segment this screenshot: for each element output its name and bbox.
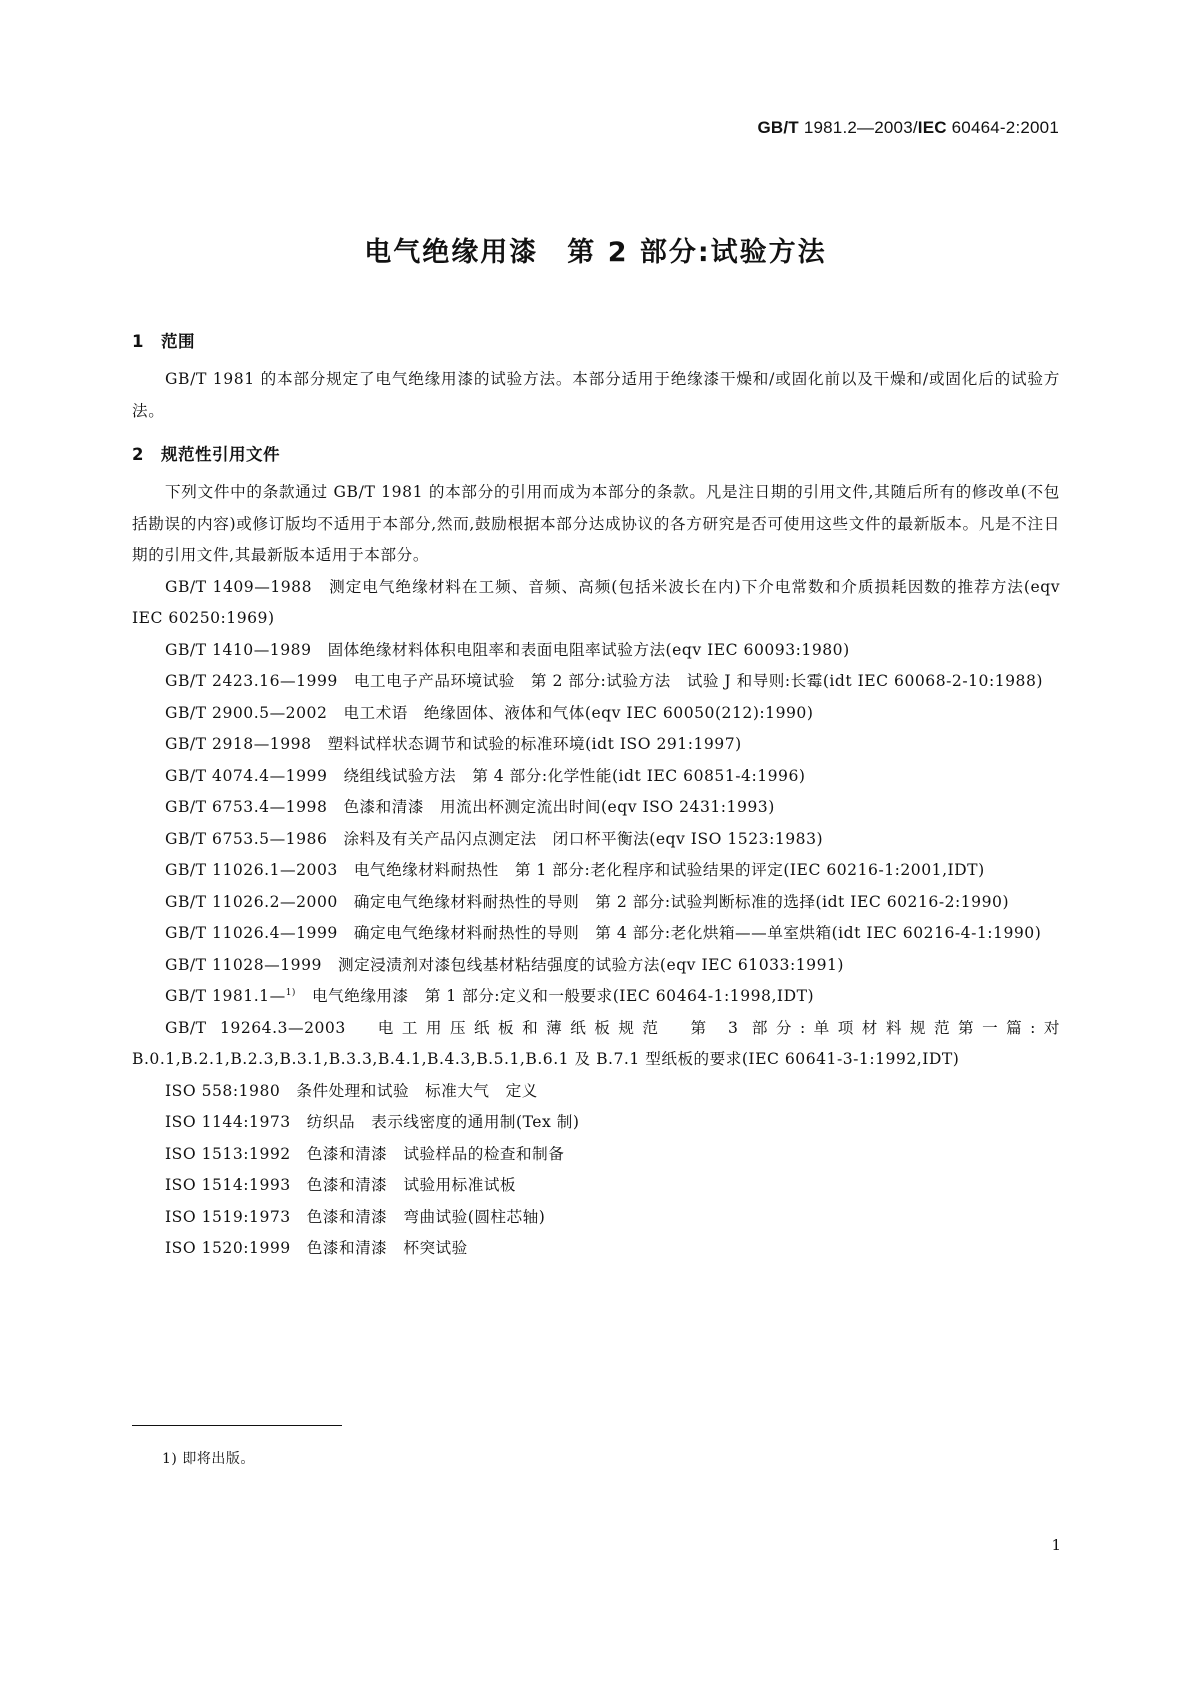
iec-number: 60464-2:2001 xyxy=(946,118,1059,137)
reference-item: GB/T 11026.4—1999 确定电气绝缘材料耐热性的导则 第 4 部分:老化烘箱——单室烘箱(idt IEC 60216-4-1:1990) xyxy=(165,924,1042,942)
footnote-marker: 1) xyxy=(285,988,296,998)
section-2-heading: 2 规范性引用文件 xyxy=(132,445,280,464)
reference-item: GB/T 2918—1998 塑料试样状态调节和试验的标准环境(idt ISO 291:1997) xyxy=(165,735,742,753)
section-2-paragraph: 下列文件中的条款通过 GB/T 1981 的本部分的引用而成为本部分的条款。凡是注日期的引用文件,其随后所有的修改单(不包括勘误的内容)或修订版均不适用于本部分,然而,鼓励根据本部分达成协议的各方研究是否可使用这些文件的最新版本。凡是不注日期的引用文件,其最新版本适用于本部分。 xyxy=(132,483,1060,564)
reference-item: GB/T 11026.2—2000 确定电气绝缘材料耐热性的导则 第 2 部分:试验判断标准的选择(idt IEC 60216-2:1990) xyxy=(165,892,1010,911)
iec-prefix: IEC xyxy=(917,118,947,137)
reference-item: ISO 1514:1993 色漆和清漆 试验用标准试板 xyxy=(165,1176,517,1194)
reference-item: ISO 1144:1973 纺织品 表示线密度的通用制(Tex 制) xyxy=(165,1113,580,1131)
reference-item: GB/T 4074.4—1999 绕组线试验方法 第 4 部分:化学性能(idt IEC 60851-4:1996) xyxy=(165,766,806,785)
reference-item: GB/T 1410—1989 固体绝缘材料体积电阻率和表面电阻率试验方法(eqv IEC 60093:1980) xyxy=(165,640,850,659)
reference-text: 电气绝缘用漆 第 1 部分:定义和一般要求(IEC 60464-1:1998,IDT) xyxy=(295,987,815,1005)
reference-item: ISO 558:1980 条件处理和试验 标准大气 定义 xyxy=(165,1081,538,1100)
reference-item: ISO 1520:1999 色漆和清漆 杯突试验 xyxy=(165,1239,468,1257)
page-number: 1 xyxy=(1051,1536,1061,1554)
standard-number: 1981.2—2003/ xyxy=(798,118,918,137)
reference-list xyxy=(132,572,1066,1265)
reference-item: GB/T 2900.5—2002 电工术语 绝缘固体、液体和气体(eqv IEC 60050(212):1990) xyxy=(165,703,814,722)
reference-item: GB/T 19264.3—2003 电工用压纸板和薄纸板规范 第 3 部分:单项材料规范第一篇:对 B.0.1,B.2.1,B.2.3,B.3.1,B.3.3,B.4.1,B.4.3,B.5.1,B.6.1 及 B.7.1 型纸板的要求(IEC 60641-3-1:1992,IDT) xyxy=(132,1018,1066,1068)
reference-item: ISO 1519:1973 色漆和清漆 弯曲试验(圆柱芯轴) xyxy=(165,1207,546,1226)
section-1-heading: 1 范围 xyxy=(132,332,195,351)
reference-item: GB/T 1409—1988 测定电气绝缘材料在工频、音频、高频(包括米波长在内)下介电常数和介质损耗因数的推荐方法(eqv IEC 60250:1969) xyxy=(132,577,1066,627)
standard-code xyxy=(757,118,1059,138)
reference-item: GB/T 11026.1—2003 电气绝缘材料耐热性 第 1 部分:老化程序和试验结果的评定(IEC 60216-1:2001,IDT) xyxy=(165,861,985,879)
footnote-divider xyxy=(132,1425,342,1426)
reference-item: GB/T 6753.4—1998 色漆和清漆 用流出杯测定流出时间(eqv ISO 2431:1993) xyxy=(165,798,775,816)
reference-item: ISO 1513:1992 色漆和清漆 试验样品的检查和制备 xyxy=(165,1144,565,1163)
reference-item: GB/T 6753.5—1986 涂料及有关产品闪点测定法 闭口杯平衡法(eqv ISO 1523:1983) xyxy=(165,829,824,848)
document-body xyxy=(132,326,1066,1265)
reference-item: GB/T 2423.16—1999 电工电子产品环境试验 第 2 部分:试验方法 试验 J 和导则:长霉(idt IEC 60068-2-10:1988) xyxy=(165,672,1043,690)
reference-item: GB/T 11028—1999 测定浸渍剂对漆包线基材粘结强度的试验方法(eqv IEC 61033:1991) xyxy=(165,955,845,974)
reference-item-footnoted xyxy=(132,981,1060,1013)
standard-prefix: GB/T xyxy=(757,118,799,137)
reference-code: GB/T 1981.1— xyxy=(165,987,286,1005)
footnote: 1) 即将出版。 xyxy=(162,1451,255,1467)
document-title: 电气绝缘用漆 第 2 部分:试验方法 xyxy=(364,237,827,268)
section-1-paragraph: GB/T 1981 的本部分规定了电气绝缘用漆的试验方法。本部分适用于绝缘漆干燥和/或固化前以及干燥和/或固化后的试验方法。 xyxy=(132,370,1060,420)
